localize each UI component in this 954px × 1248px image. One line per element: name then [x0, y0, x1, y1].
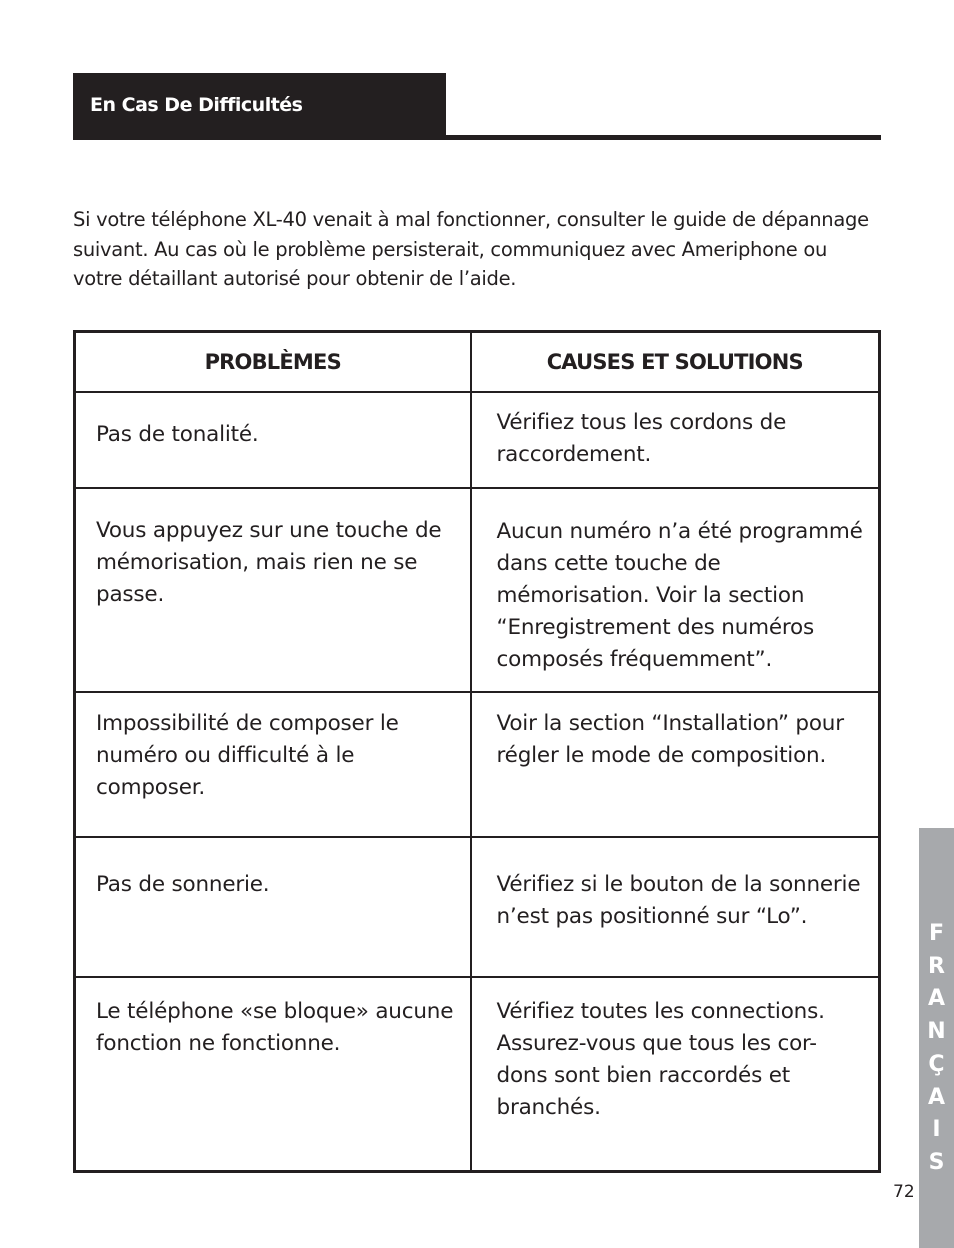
- header-rule: [73, 135, 881, 140]
- table-row: [75, 392, 880, 488]
- side-letter: A: [927, 986, 946, 1012]
- table-row: [75, 977, 880, 1172]
- intro-paragraph: Si votre téléphone XL-40 venait à mal fonctionner, consulter le guide de dépannage suivant. Au cas où le problème persisterait, communiquez avec Ameriphone ou votre détaillant autorisé pour obtenir de l’aide.: [73, 208, 869, 290]
- side-letter: R: [928, 953, 945, 979]
- language-side-label: [919, 918, 954, 1180]
- side-letter: N: [927, 1019, 946, 1045]
- problem-cell: Pas de tonalité.: [75, 392, 471, 488]
- section-title-tab: [73, 73, 446, 137]
- problem-cell: Le téléphone «se bloque» aucune fonction ne fonctionne.: [75, 977, 471, 1172]
- troubleshooting-table: [73, 330, 881, 1173]
- side-letter: S: [928, 1149, 945, 1175]
- side-letter: Ç: [928, 1051, 945, 1077]
- table-row: [75, 837, 880, 977]
- solution-cell: Vérifiez si le bouton de la sonnerie n’est pas positionné sur “Lo”.: [471, 837, 880, 977]
- solution-cell: Aucun numéro n’a été programmé dans cette touche de mémorisation. Voir la section “Enregistrement des numéros composés fréquemment”.: [471, 488, 880, 692]
- problem-cell: Pas de sonnerie.: [75, 837, 471, 977]
- solution-cell: Voir la section “Installation” pour régler le mode de composition.: [471, 692, 880, 837]
- problem-cell: Impossibilité de composer le numéro ou difficulté à le composer.: [75, 692, 471, 837]
- header-problems: PROBLÈMES: [75, 332, 471, 392]
- table-header-row: [75, 332, 880, 392]
- solution-cell: Vérifiez toutes les connections. Assurez-vous que tous les cor-dons sont bien raccordés et branchés.: [471, 977, 880, 1172]
- table-row: [75, 692, 880, 837]
- page-number: 72: [893, 1182, 915, 1202]
- side-letter: F: [928, 921, 945, 946]
- header-solutions: CAUSES ET SOLUTIONS: [471, 332, 880, 392]
- table-row: [75, 488, 880, 692]
- side-letter: A: [927, 1084, 946, 1110]
- section-title: En Cas De Difficultés: [90, 94, 303, 116]
- solution-cell: Vérifiez tous les cordons de raccordement.: [471, 392, 880, 488]
- problem-cell: Vous appuyez sur une touche de mémorisation, mais rien ne se passe.: [75, 488, 471, 692]
- side-letter: I: [932, 1117, 941, 1143]
